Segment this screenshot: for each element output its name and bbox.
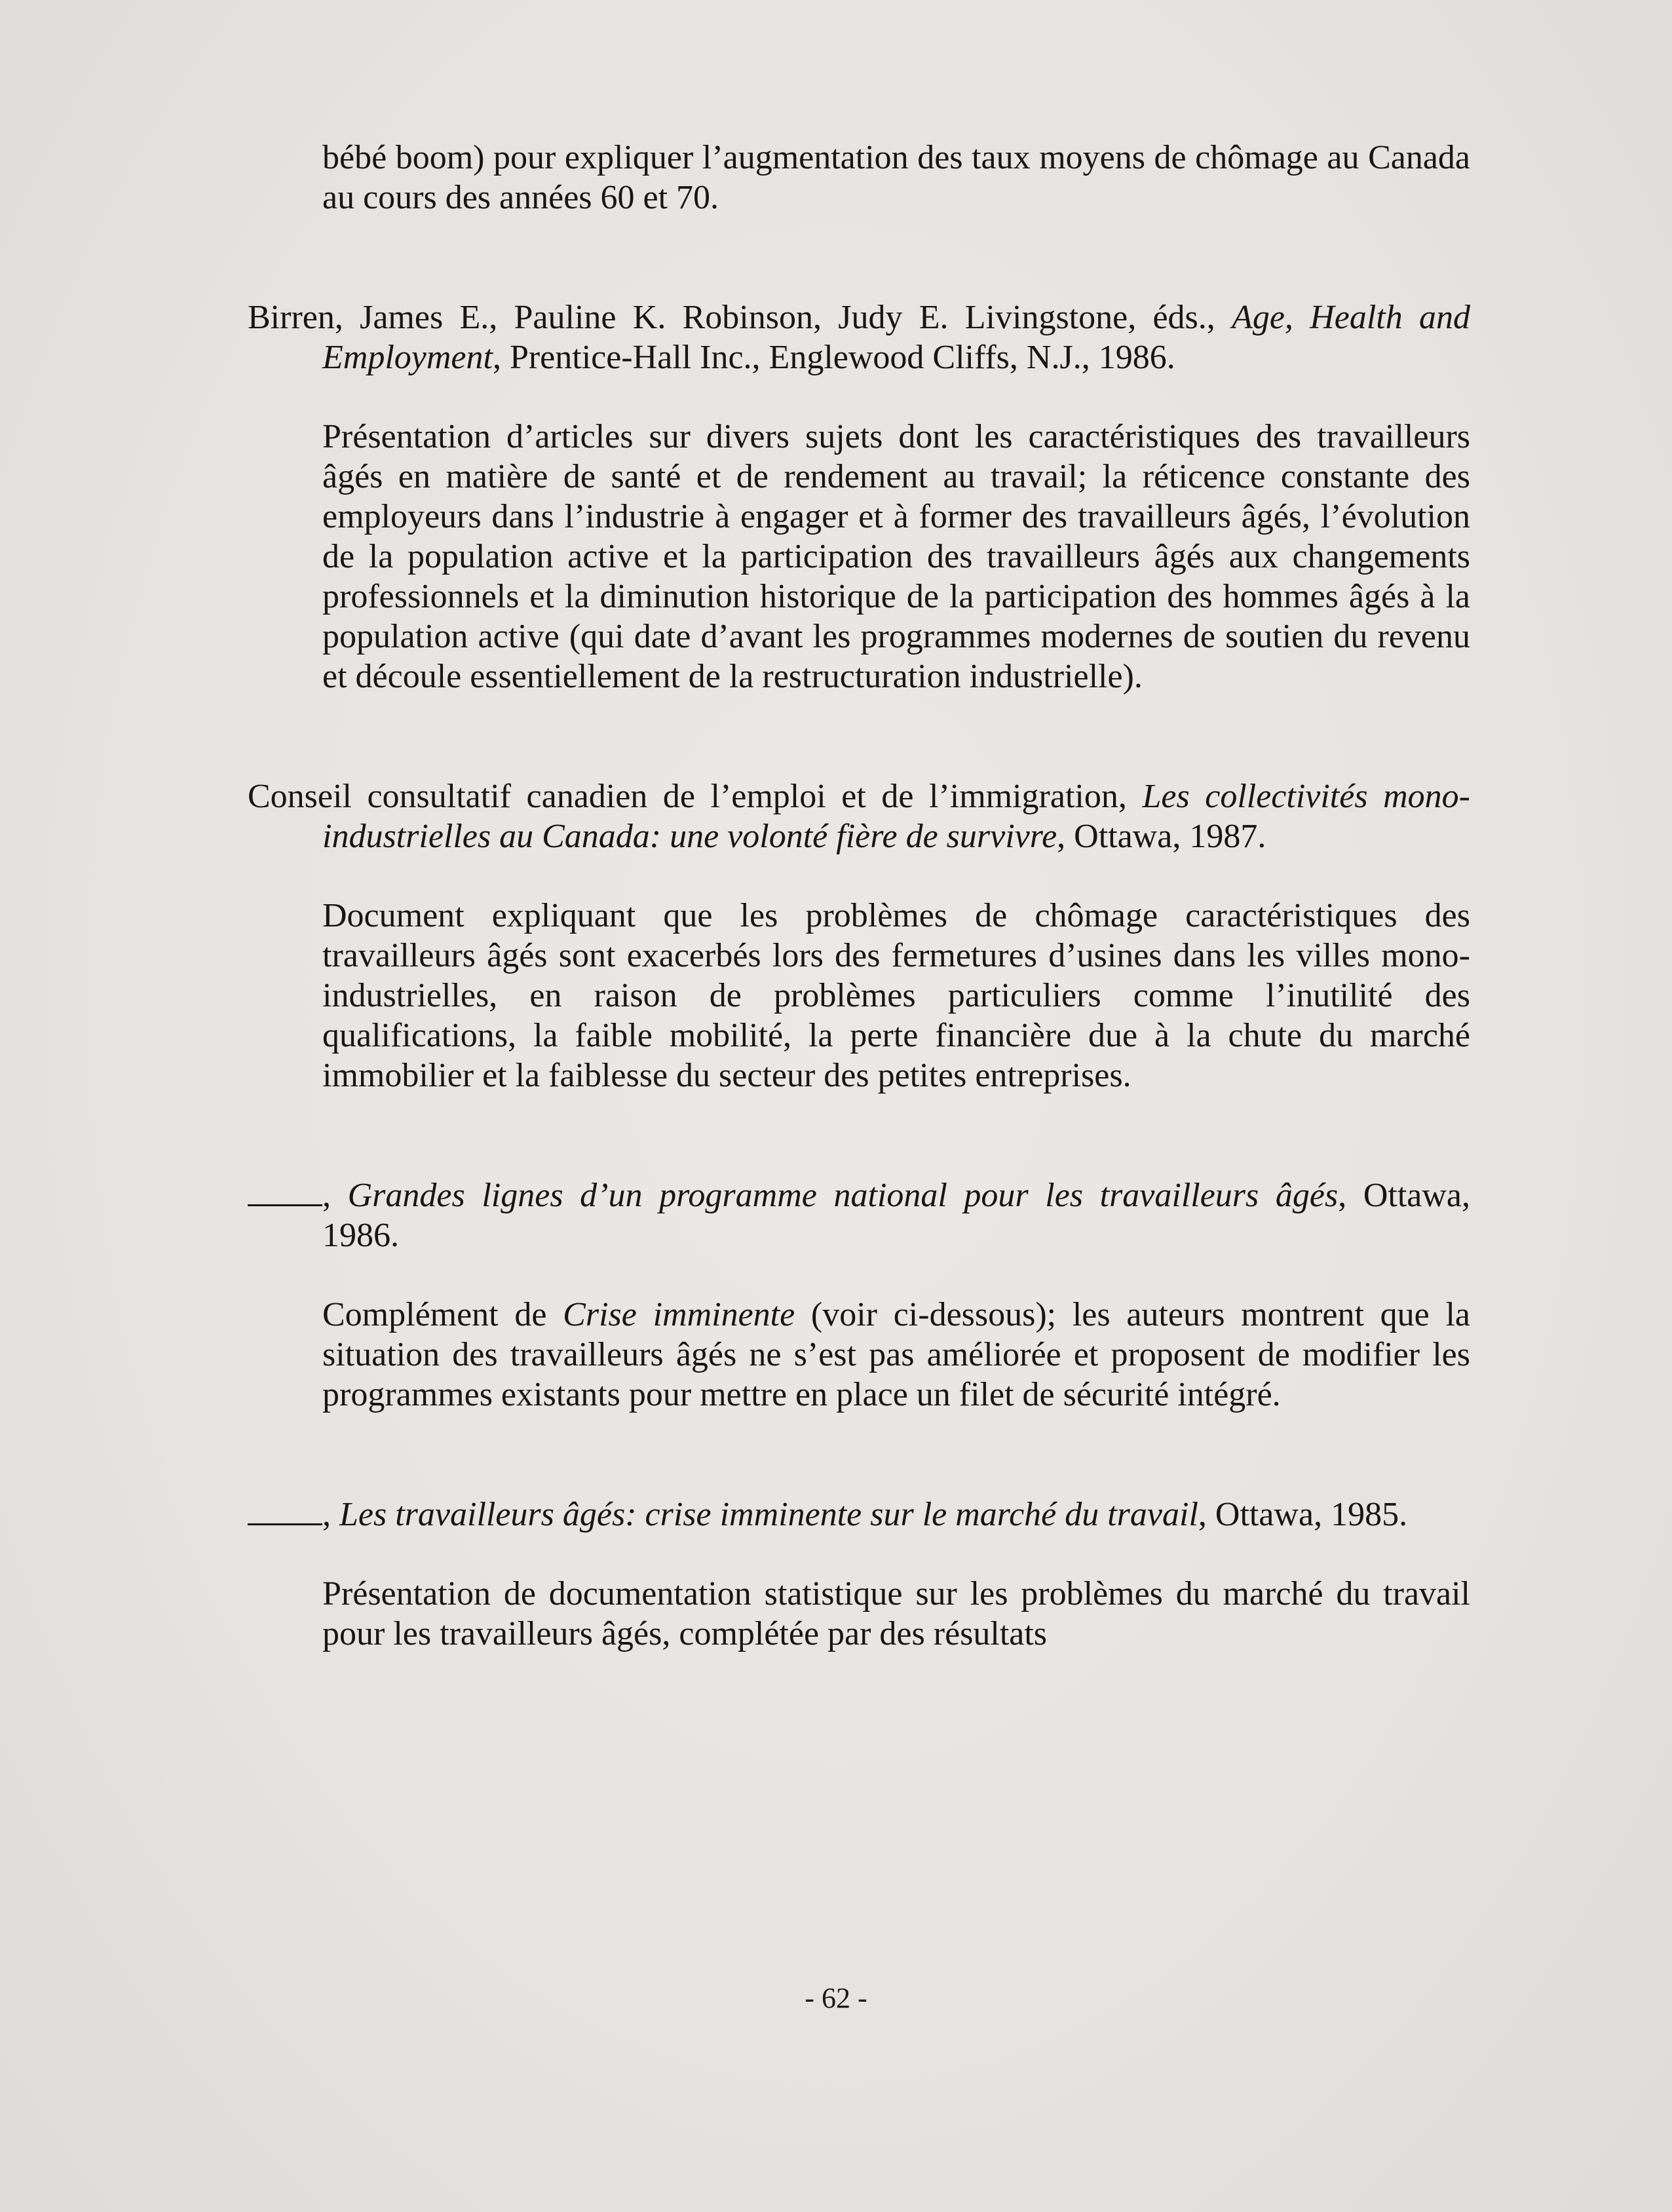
- annotation-text: (voir ci-dessous); les auteurs montrent que la situation des travailleurs âgés ne s’est pas améliorée et proposent de modifier les programmes existants pour mettre en place un filet de sécurité intégré.: [322, 1296, 1471, 1413]
- bibliography-body: [248, 138, 1470, 1654]
- entry-annotation: Présentation d’articles sur divers sujets dont les caractéristiques des travailleurs âgés en matière de santé et de rendement au travail; la réticence constante des employeurs dans l’industrie à engager et à former des travailleurs âgés, l’évolution de la population active et la participation des travailleurs âgés aux changements professionnels et la diminution historique de la participation des hommes âgés à la population active (qui date d’avant les programmes modernes de soutien du revenu et découle essentiellement de la restructuration industrielle).: [322, 418, 1470, 695]
- bibliography-entry: [248, 297, 1470, 377]
- same-author-dash: [248, 1177, 322, 1206]
- entry-title: Les travailleurs âgés: crise imminente sur le marché du travail: [339, 1496, 1198, 1533]
- entry-publication: , Ottawa, 1987.: [1057, 818, 1266, 855]
- entry-title: Grandes lignes d’un programme national pour les travailleurs âgés: [347, 1177, 1339, 1214]
- entry-author: Birren, James E., Pauline K. Robinson, Judy E. Livingstone, éds.,: [248, 299, 1215, 336]
- annotation-cited-title: Crise imminente: [563, 1296, 795, 1333]
- entry-annotation: Présentation de documentation statistique sur les problèmes du marché du travail pour les travailleurs âgés, complétée par des résultats: [322, 1575, 1470, 1652]
- entry-annotation: Document expliquant que les problèmes de chômage caractéristiques des travailleurs âgés sont exacerbés lors des fermetures d’usines dans les villes mono-industrielles, en raison de problèmes particuliers comme l’inutilité des qualifications, la faible mobilité, la perte financière due à la chute du marché immobilier et la faiblesse du secteur des petites entreprises.: [322, 897, 1470, 1094]
- bibliography-entry: [248, 776, 1470, 856]
- entry-title: Les collectivités mono-industrielles au Canada: une volonté fière de survivre: [322, 778, 1470, 855]
- entry-annotation: [248, 1295, 1470, 1415]
- continued-annotation: bébé boom) pour expliquer l’augmentation des taux moyens de chômage au Canada au cours des années 60 et 70.: [322, 139, 1470, 216]
- entry-author: ,: [322, 1177, 331, 1214]
- same-author-dash: [248, 1496, 322, 1525]
- entry-publication: , Prentice-Hall Inc., Englewood Cliffs, N.J., 1986.: [492, 339, 1175, 376]
- entry-title: Age, Health and Employment: [322, 299, 1470, 376]
- entry-author: ,: [322, 1496, 331, 1533]
- entry-publication: , Ottawa, 1986.: [322, 1177, 1470, 1254]
- annotation-text: Complément de: [322, 1296, 547, 1333]
- bibliography-entry: [248, 1175, 1470, 1255]
- entry-publication: , Ottawa, 1985.: [1198, 1496, 1408, 1533]
- page-number: - 62 -: [805, 1982, 867, 2014]
- bibliography-entry: [248, 1495, 1470, 1535]
- entry-author: Conseil consultatif canadien de l’emploi et de l’immigration,: [248, 778, 1127, 815]
